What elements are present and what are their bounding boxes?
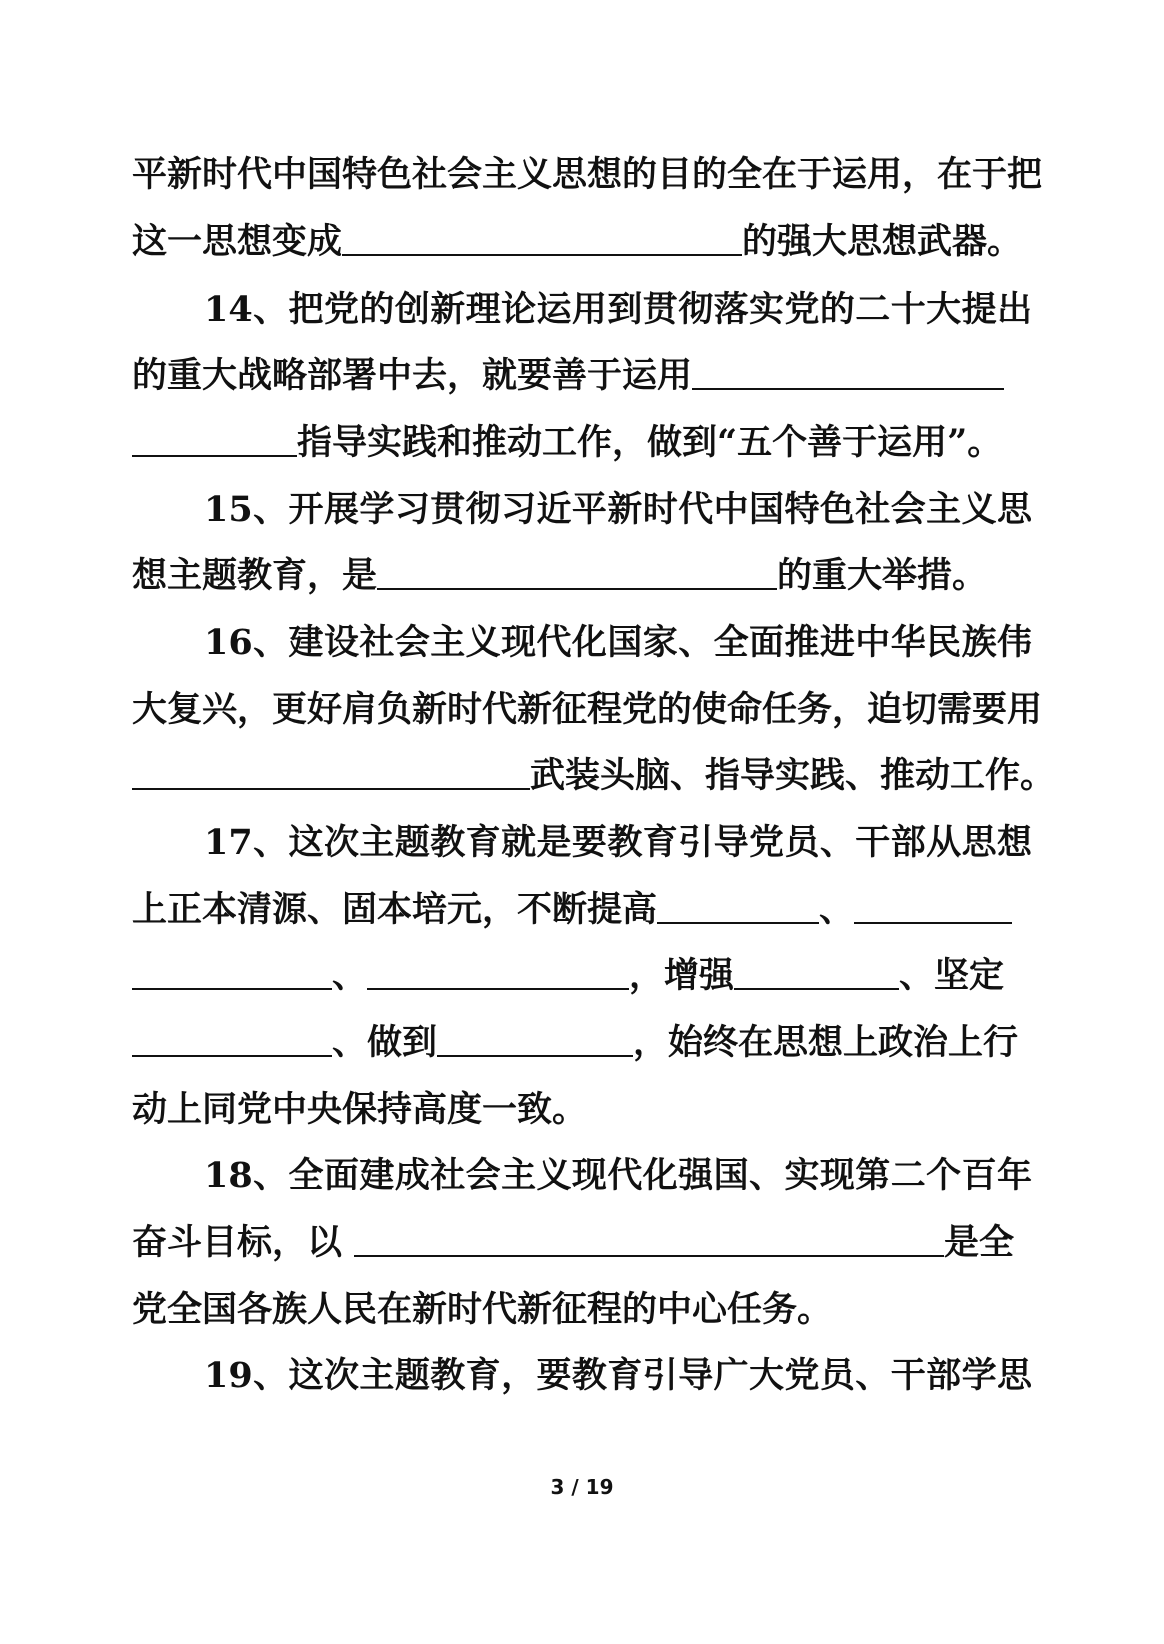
text-segment: 奋斗目标，以 xyxy=(132,1222,343,1263)
text-segment: 、 xyxy=(332,955,368,996)
answer-blank[interactable] xyxy=(367,952,629,990)
text-line xyxy=(132,346,1032,406)
text-line: 党全国各族人民在新时代新征程的中心任务。 xyxy=(132,1289,833,1330)
answer-blank[interactable] xyxy=(132,419,297,457)
text-line xyxy=(132,746,1056,806)
text-segment: 、坚定 xyxy=(899,955,1005,996)
question-16: 16、建设社会主义现代化国家、全面推进中华民族伟 xyxy=(204,622,1032,663)
text-line xyxy=(132,1013,1032,1073)
text-segment: 、做到 xyxy=(332,1022,438,1063)
text-line: 动上同党中央保持高度一致。 xyxy=(132,1089,588,1130)
text-segment: 武装头脑、指导实践、推动工作。 xyxy=(530,755,1056,796)
text-segment: 想主题教育，是 xyxy=(132,555,378,596)
answer-blank[interactable] xyxy=(354,1219,944,1257)
answer-blank[interactable] xyxy=(692,352,1004,390)
answer-blank[interactable] xyxy=(854,886,1012,924)
text-line xyxy=(132,1213,1032,1273)
text-segment: 的重大战略部署中去，就要善于运用 xyxy=(132,355,693,396)
text-line xyxy=(132,880,1032,940)
answer-blank[interactable] xyxy=(132,1019,332,1057)
text-line: 大复兴，更好肩负新时代新征程党的使命任务，迫切需要用 xyxy=(132,689,1043,730)
text-segment: 上正本清源、固本培元，不断提高 xyxy=(132,889,658,930)
answer-blank[interactable] xyxy=(437,1019,633,1057)
text-segment: ，增强 xyxy=(629,955,735,996)
question-18: 18、全面建成社会主义现代化强国、实现第二个百年 xyxy=(204,1155,1032,1196)
answer-blank[interactable] xyxy=(657,886,819,924)
question-19: 19、这次主题教育，要教育引导广大党员、干部学思 xyxy=(204,1355,1032,1396)
text-segment: 这一思想变成 xyxy=(132,221,343,262)
text-segment: 是全 xyxy=(944,1222,1015,1263)
answer-blank[interactable] xyxy=(377,552,777,590)
question-17: 17、这次主题教育就是要教育引导党员、干部从思想 xyxy=(204,822,1032,863)
answer-blank[interactable] xyxy=(132,952,332,990)
text-segment: 指导实践和推动工作，做到“五个善于运用”。 xyxy=(297,422,1003,463)
text-line xyxy=(132,413,1032,473)
text-segment: 、 xyxy=(819,889,855,930)
text-segment: 的重大举措。 xyxy=(777,555,988,596)
text-line xyxy=(132,212,1032,272)
text-line xyxy=(132,546,1032,606)
text-line xyxy=(132,946,1032,1006)
text-segment: 的强大思想武器。 xyxy=(742,221,1023,262)
text-line: 平新时代中国特色社会主义思想的目的全在于运用，在于把 xyxy=(132,154,1043,195)
answer-blank[interactable] xyxy=(132,752,530,790)
question-14: 14、把党的创新理论运用到贯彻落实党的二十大提出 xyxy=(204,289,1032,330)
answer-blank[interactable] xyxy=(342,218,742,256)
page-number: 3 / 19 xyxy=(550,1475,614,1499)
text-segment: ，始终在思想上政治上行 xyxy=(633,1022,1019,1063)
question-15: 15、开展学习贯彻习近平新时代中国特色社会主义思 xyxy=(204,489,1032,530)
answer-blank[interactable] xyxy=(734,952,899,990)
